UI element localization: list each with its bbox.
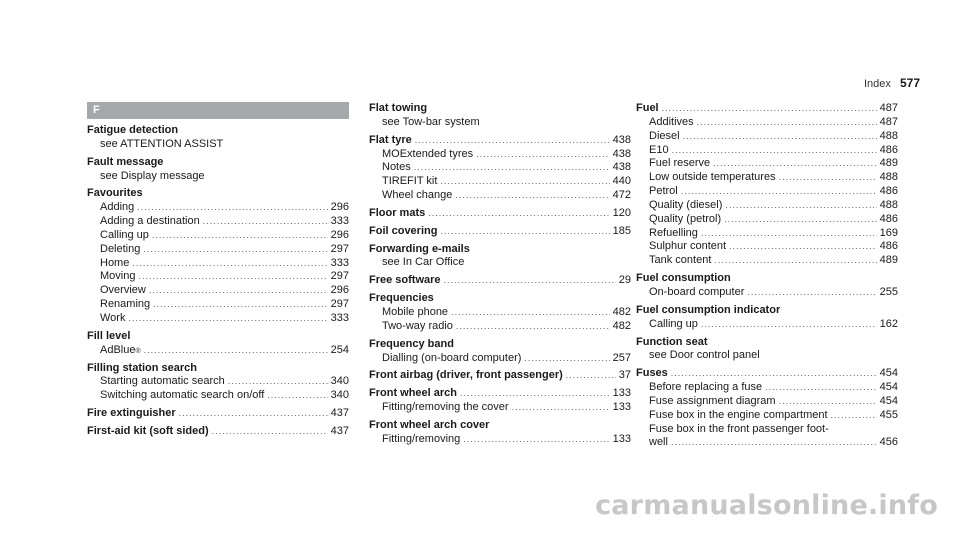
section-letter-bar: F bbox=[87, 102, 349, 119]
leader-dots bbox=[137, 201, 327, 215]
sub-entry-label: Before replacing a fuse bbox=[649, 381, 763, 394]
page-ref: 437 bbox=[330, 407, 349, 420]
page-ref: 486 bbox=[879, 143, 898, 156]
entry-heading-label: Flat tyre bbox=[369, 133, 412, 146]
sub-entry-label: Notes bbox=[382, 161, 411, 174]
leader-dots bbox=[455, 189, 609, 203]
index-entry bbox=[87, 124, 349, 152]
page-ref: 437 bbox=[330, 424, 349, 437]
sub-entry bbox=[87, 312, 349, 326]
entry-heading-label: Fuses bbox=[636, 367, 668, 380]
index-entry bbox=[369, 243, 631, 271]
sub-entry bbox=[636, 185, 898, 199]
sub-entry bbox=[636, 254, 898, 268]
page-ref: 296 bbox=[330, 201, 349, 214]
sub-entry: AdBlue ® ..... 254 bbox=[87, 344, 349, 358]
sub-entry-label: Fitting/removing the cover bbox=[382, 401, 509, 414]
page-ref: 438 bbox=[612, 133, 631, 146]
sub-entry-cont-label: well bbox=[649, 436, 668, 449]
index-entry bbox=[369, 338, 631, 366]
leader-dots bbox=[179, 407, 328, 421]
entry-heading-label: Forwarding e-mails bbox=[369, 242, 470, 255]
sub-entry-label: Two-way radio bbox=[382, 319, 453, 332]
sub-entry-label: Adding a destination bbox=[100, 215, 200, 228]
sub-entry-label: Fuse box in the front passenger foot- bbox=[649, 422, 829, 435]
leader-dots bbox=[451, 306, 610, 320]
leader-dots bbox=[132, 257, 327, 271]
index-entry bbox=[87, 156, 349, 184]
watermark: carmanualsonline.info bbox=[595, 490, 938, 521]
see-reference: see Display message bbox=[100, 169, 205, 182]
index-entry bbox=[636, 102, 898, 268]
leader-dots bbox=[152, 229, 328, 243]
page-ref: 482 bbox=[612, 305, 631, 318]
sub-entry bbox=[636, 395, 898, 409]
entry-heading bbox=[369, 243, 631, 257]
page-ref: 440 bbox=[612, 175, 631, 188]
sub-entry bbox=[369, 401, 631, 415]
entry-heading bbox=[636, 272, 898, 286]
page-ref: 297 bbox=[330, 242, 349, 255]
page-ref: 438 bbox=[612, 161, 631, 174]
leader-dots bbox=[128, 312, 327, 326]
sub-entry-label: Diesel bbox=[649, 129, 680, 142]
leader-dots bbox=[212, 425, 328, 439]
entry-heading bbox=[636, 336, 898, 350]
sub-entry bbox=[636, 240, 898, 254]
sub-entry-label: Mobile phone bbox=[382, 305, 449, 318]
sub-entry-label: Additives bbox=[649, 115, 694, 128]
leader-dots bbox=[444, 274, 616, 288]
leader-dots bbox=[524, 352, 609, 366]
sub-entry bbox=[369, 433, 631, 447]
sub-entry-label: Dialling (on-board computer) bbox=[382, 351, 522, 364]
sub-entry-label: E10 bbox=[649, 143, 669, 156]
sub-entry-label: Sulphur content bbox=[649, 240, 727, 253]
leader-dots bbox=[701, 318, 877, 332]
leader-dots bbox=[138, 270, 327, 284]
index-entry bbox=[636, 272, 898, 300]
sub-entry-label: Fuse box in the engine compartment bbox=[649, 408, 828, 421]
leader-dots bbox=[671, 367, 877, 381]
leader-dots bbox=[415, 134, 610, 148]
sub-entry bbox=[636, 423, 898, 451]
index-column-3 bbox=[636, 102, 898, 454]
page-ref: 454 bbox=[879, 381, 898, 394]
see-reference: see Tow-bar system bbox=[382, 115, 480, 128]
sub-entry-label: Fuel reserve bbox=[649, 157, 711, 170]
page-ref: 486 bbox=[879, 212, 898, 225]
leader-dots bbox=[683, 130, 877, 144]
entry-heading bbox=[87, 187, 349, 201]
page-ref: 169 bbox=[879, 226, 898, 239]
page-ref: 487 bbox=[879, 115, 898, 128]
entry-heading-label: Fuel consumption bbox=[636, 272, 731, 285]
sub-entry bbox=[369, 320, 631, 334]
sub-entry-label: Low outside temperatures bbox=[649, 171, 776, 184]
leader-dots bbox=[143, 243, 327, 257]
leader-dots bbox=[713, 157, 877, 171]
leader-dots bbox=[463, 433, 609, 447]
page-ref: 488 bbox=[879, 129, 898, 142]
page-ref: 340 bbox=[330, 389, 349, 402]
index-entry bbox=[369, 207, 631, 221]
index-entry bbox=[87, 362, 349, 404]
leader-dots bbox=[428, 207, 609, 221]
page-ref: 486 bbox=[879, 185, 898, 198]
entry-heading-label: Fill level bbox=[87, 329, 131, 342]
sub-entry-label: Renaming bbox=[100, 298, 151, 311]
sub-entry bbox=[87, 375, 349, 389]
entry-heading bbox=[369, 338, 631, 352]
sub-entry-label: Switching automatic search on/off bbox=[100, 389, 265, 402]
entry-heading-label: Function seat bbox=[636, 335, 708, 348]
sub-entry-label: Wheel change bbox=[382, 189, 453, 202]
leader-dots bbox=[729, 240, 877, 254]
sub-entry bbox=[636, 381, 898, 395]
page-ref: 120 bbox=[612, 206, 631, 219]
index-entry bbox=[87, 330, 349, 358]
index-entry bbox=[87, 407, 349, 421]
entry-heading-label: Fire extinguisher bbox=[87, 407, 176, 420]
sub-entry-label: Calling up bbox=[649, 317, 698, 330]
leader-dots bbox=[440, 225, 609, 239]
sub-entry-label: Adding bbox=[100, 201, 135, 214]
entry-heading-label: Fuel bbox=[636, 102, 659, 114]
page-ref: 296 bbox=[330, 228, 349, 241]
page-ref: 133 bbox=[612, 387, 631, 400]
entry-heading bbox=[636, 367, 898, 381]
see-reference: see Door control panel bbox=[649, 349, 760, 362]
leader-dots bbox=[203, 215, 328, 229]
entry-heading bbox=[87, 407, 349, 421]
leader-dots bbox=[671, 436, 877, 450]
entry-heading-label: Favourites bbox=[87, 187, 143, 200]
entry-heading-label: Foil covering bbox=[369, 224, 438, 237]
entry-heading bbox=[369, 102, 631, 116]
leader-dots bbox=[725, 199, 876, 213]
index-entry bbox=[636, 367, 898, 450]
sub-entry bbox=[369, 306, 631, 320]
sub-entry-label: TIREFIT kit bbox=[382, 175, 438, 188]
index-entry bbox=[636, 304, 898, 332]
index-entry bbox=[369, 419, 631, 447]
entry-heading-label: Fuel consumption indicator bbox=[636, 303, 781, 316]
index-entry bbox=[87, 187, 349, 325]
sub-entry bbox=[636, 130, 898, 144]
page-ref: 454 bbox=[879, 367, 898, 380]
sub-entry-label: Moving bbox=[100, 270, 136, 283]
sub-entry-label: Calling up bbox=[100, 228, 149, 241]
leader-dots bbox=[779, 171, 877, 185]
leader-dots bbox=[681, 185, 877, 199]
leader-dots bbox=[747, 286, 876, 300]
sub-entry-label: Work bbox=[100, 311, 126, 324]
page-ref: 29 bbox=[618, 274, 631, 287]
leader-dots bbox=[476, 148, 610, 162]
leader-dots bbox=[149, 284, 328, 298]
sub-entry-label: Quality (petrol) bbox=[649, 212, 722, 225]
index-entry bbox=[636, 336, 898, 364]
index-entry bbox=[369, 274, 631, 288]
leader-dots bbox=[765, 381, 877, 395]
entry-heading bbox=[369, 225, 631, 239]
see-reference: see ATTENTION ASSIST bbox=[100, 137, 224, 150]
entry-heading-label: Front wheel arch bbox=[369, 387, 458, 400]
sub-entry-label: Refuelling bbox=[649, 226, 698, 239]
sub-entry bbox=[87, 215, 349, 229]
sub-entry bbox=[636, 157, 898, 171]
entry-heading bbox=[87, 156, 349, 170]
entry-heading bbox=[87, 425, 349, 439]
index-column-2 bbox=[369, 102, 631, 451]
page-ref: 296 bbox=[330, 284, 349, 297]
page-ref: 185 bbox=[612, 224, 631, 237]
sub-entry bbox=[369, 189, 631, 203]
sub-entry bbox=[636, 144, 898, 158]
leader-dots bbox=[566, 369, 616, 383]
sub-entry bbox=[87, 298, 349, 312]
page-ref: 438 bbox=[612, 147, 631, 160]
sub-entry-label: Starting automatic search bbox=[100, 375, 225, 388]
sub-entry bbox=[87, 389, 349, 403]
leader-dots bbox=[512, 401, 610, 415]
page-ref: 486 bbox=[879, 240, 898, 253]
page-ref: 162 bbox=[879, 317, 898, 330]
leader-dots bbox=[440, 175, 609, 189]
page-ref: 333 bbox=[330, 256, 349, 269]
index-entry bbox=[369, 102, 631, 130]
page-header bbox=[864, 76, 920, 90]
page-ref: 472 bbox=[612, 189, 631, 202]
leader-dots bbox=[672, 144, 877, 158]
sub-entry-label: Tank content bbox=[649, 254, 712, 267]
leader-dots bbox=[460, 387, 610, 401]
sub-entry bbox=[87, 201, 349, 215]
sub-entry-label: Deleting bbox=[100, 242, 141, 255]
page-ref: 488 bbox=[879, 198, 898, 211]
sub-entry bbox=[87, 270, 349, 284]
sub-entry bbox=[636, 199, 898, 213]
index-label: Index bbox=[863, 78, 891, 90]
sub-entry-label: Quality (diesel) bbox=[649, 198, 723, 211]
page-ref: 254 bbox=[330, 343, 349, 356]
entry-heading bbox=[369, 387, 631, 401]
entry-heading bbox=[369, 134, 631, 148]
sub-entry bbox=[636, 171, 898, 185]
sub-entry bbox=[369, 352, 631, 366]
entry-heading bbox=[369, 419, 631, 433]
entry-heading-label: Front wheel arch cover bbox=[369, 418, 490, 431]
page-ref: 489 bbox=[879, 254, 898, 267]
leader-dots bbox=[714, 254, 876, 268]
entry-heading bbox=[87, 362, 349, 376]
sub-entry bbox=[636, 318, 898, 332]
sub-entry-label: Home bbox=[100, 256, 130, 269]
sub-entry bbox=[369, 148, 631, 162]
page-ref: 297 bbox=[330, 298, 349, 311]
sub-entry-label: Petrol bbox=[649, 185, 678, 198]
entry-heading bbox=[369, 207, 631, 221]
sub-entry bbox=[636, 116, 898, 130]
leader-dots bbox=[414, 161, 610, 175]
page-ref: 133 bbox=[612, 432, 631, 445]
page-ref: 333 bbox=[330, 215, 349, 228]
page-ref: 257 bbox=[612, 351, 631, 364]
leader-dots bbox=[267, 389, 327, 403]
index-entry bbox=[369, 225, 631, 239]
entry-heading bbox=[87, 330, 349, 344]
entry-heading bbox=[636, 304, 898, 318]
leader-dots bbox=[831, 409, 877, 423]
page-ref: 489 bbox=[879, 157, 898, 170]
leader-dots bbox=[662, 102, 877, 116]
entry-heading-label: Frequencies bbox=[369, 292, 434, 305]
entry-heading bbox=[369, 369, 631, 383]
page-ref: 133 bbox=[612, 401, 631, 414]
page-ref: 456 bbox=[879, 436, 898, 449]
entry-heading-label: Fatigue detection bbox=[87, 124, 179, 136]
entry-heading-label: Front airbag (driver, front passenger) bbox=[369, 369, 563, 382]
entry-heading-label: Free software bbox=[369, 274, 441, 287]
index-entry bbox=[87, 425, 349, 439]
page-ref: 487 bbox=[879, 102, 898, 114]
sub-entry bbox=[636, 227, 898, 241]
entry-heading bbox=[369, 274, 631, 288]
page-number: 577 bbox=[899, 76, 920, 90]
sub-entry bbox=[87, 229, 349, 243]
page-ref: 482 bbox=[612, 319, 631, 332]
sub-entry bbox=[369, 161, 631, 175]
sub-entry-label: Fuse assignment diagram bbox=[649, 394, 776, 407]
page-ref: 455 bbox=[879, 408, 898, 421]
sub-entry bbox=[636, 409, 898, 423]
leader-dots bbox=[701, 227, 877, 241]
page-ref: 454 bbox=[879, 394, 898, 407]
leader-dots bbox=[228, 375, 328, 389]
entry-heading-label: Fault message bbox=[87, 155, 164, 168]
leader-dots bbox=[153, 298, 328, 312]
index-entry bbox=[369, 369, 631, 383]
leader-dots bbox=[456, 320, 610, 334]
sub-entry-label: AdBlue bbox=[100, 343, 136, 356]
leader-dots bbox=[697, 116, 877, 130]
page-ref: 340 bbox=[330, 375, 349, 388]
leader-dots bbox=[724, 213, 877, 227]
page-ref: 333 bbox=[330, 311, 349, 324]
sub-entry bbox=[87, 284, 349, 298]
sub-entry bbox=[636, 213, 898, 227]
leader-dots bbox=[144, 344, 328, 358]
sub-entry-label: Fitting/removing bbox=[382, 432, 461, 445]
page-ref: 297 bbox=[330, 270, 349, 283]
sub-entry bbox=[636, 286, 898, 300]
entry-heading bbox=[636, 102, 898, 116]
page-ref: 488 bbox=[879, 171, 898, 184]
index-entry bbox=[369, 292, 631, 334]
index-entry bbox=[369, 134, 631, 203]
sub-entry-label: MOExtended tyres bbox=[382, 147, 474, 160]
sub-entry-label: On-board computer bbox=[649, 285, 745, 298]
leader-dots bbox=[779, 395, 877, 409]
index-entry bbox=[369, 387, 631, 415]
entry-heading-label: Filling station search bbox=[87, 361, 198, 374]
entry-heading bbox=[369, 292, 631, 306]
page-ref: 255 bbox=[879, 285, 898, 298]
sub-entry-label: Overview bbox=[100, 284, 146, 297]
see-reference: see In Car Office bbox=[382, 256, 465, 269]
sub-entry bbox=[87, 257, 349, 271]
page-ref: 37 bbox=[618, 369, 631, 382]
entry-heading-label: First-aid kit (soft sided) bbox=[87, 424, 209, 437]
sub-entry bbox=[87, 243, 349, 257]
sub-entry-cont bbox=[649, 436, 898, 450]
index-column-1 bbox=[87, 102, 349, 443]
entry-heading bbox=[87, 124, 349, 138]
entry-heading-label: Flat towing bbox=[369, 102, 428, 114]
sub-entry bbox=[369, 175, 631, 189]
entry-heading-label: Frequency band bbox=[369, 337, 454, 350]
entry-heading-label: Floor mats bbox=[369, 206, 426, 219]
